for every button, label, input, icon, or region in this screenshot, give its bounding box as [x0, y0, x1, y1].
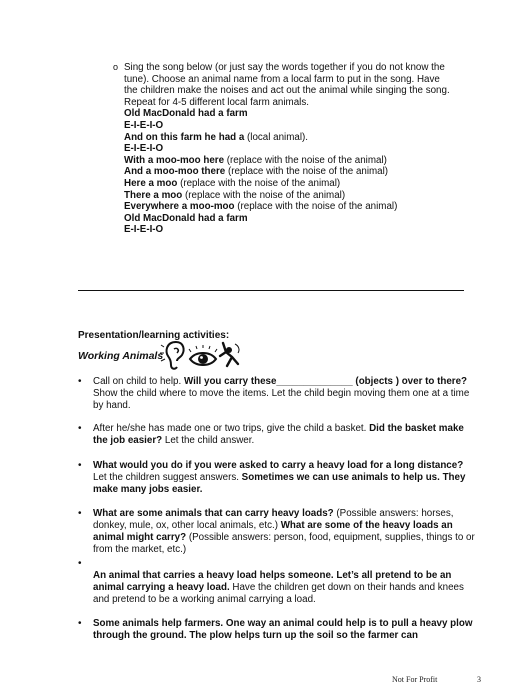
bullet: •: [78, 460, 82, 471]
list-item: • After he/she has made one or two trips, give the child a basket. Did the basket make the job easier? Let the child answer.: [78, 423, 464, 446]
song-block: [113, 62, 454, 236]
song-line: E-I-E-I-O: [124, 224, 164, 236]
bullet: •: [78, 508, 82, 519]
ear-icon: [160, 342, 184, 369]
list-item: An animal that carries a heavy load helps someone. Let’s all pretend to be an animal carrying a heavy load. Have the children get down on their hands and knees and pretend to be a working animal carrying a load.: [93, 570, 464, 605]
footer-label: Not For Profit: [392, 675, 438, 684]
bullet: •: [78, 558, 82, 569]
person-movement-icon: [220, 343, 239, 366]
song-intro: Sing the song below (or just say the words together if you do not know the tune). Choose an animal name from a local farm to put in the song. Have the children make the noises and act out the animal while singing the song. Repeat for 4-5 different local farm animals.: [124, 62, 450, 108]
list-item: • Call on child to help. Will you carry these______________ (objects ) over to there? Show the child where to move the items. Let the child begin moving them one at a time by hand.: [78, 376, 470, 411]
song-line: With a moo-moo here (replace with the noise of the animal): [124, 154, 387, 166]
eye-icon: [189, 345, 217, 365]
song-line: E-I-E-I-O: [124, 119, 164, 131]
song-line: And on this farm he had a (local animal).: [124, 131, 308, 143]
bullet: •: [78, 376, 82, 387]
song-line: Old MacDonald had a farm: [124, 212, 248, 224]
subsection-heading: Working Animals: [78, 350, 164, 362]
list-item: • What would you do if you were asked to carry a heavy load for a long distance? Let the children suggest answers. Sometimes we can use animals to help us. They make many jobs easier.: [78, 460, 466, 495]
section-heading: Presentation/learning activities:: [78, 330, 230, 341]
song-line: E-I-E-I-O: [124, 143, 164, 155]
page-number: 3: [477, 675, 481, 684]
song-line: Here a moo (replace with the noise of the animal): [124, 177, 341, 189]
song-line: Old MacDonald had a farm: [124, 108, 248, 120]
horizontal-divider: [78, 290, 464, 291]
list-item: [78, 558, 478, 570]
song-bullet: o: [113, 62, 119, 72]
learning-style-icons: [160, 338, 248, 372]
song-line: There a moo (replace with the noise of the animal): [124, 189, 346, 201]
bullet: •: [78, 618, 82, 629]
list-item: • What are some animals that can carry heavy loads? (Possible answers: horses, donkey, mule, ox, other local animals, etc.) What are some of the heavy loads an animal might carry? (Possible answers: person, food, equipment, supplies, things to or from the market, etc.): [78, 508, 475, 555]
song-line: Everywhere a moo-moo (replace with the noise of the animal): [124, 201, 398, 213]
song-line: And a moo-moo there (replace with the noise of the animal): [124, 166, 389, 178]
bullet: •: [78, 423, 82, 434]
list-item: • Some animals help farmers. One way an animal could help is to pull a heavy plow through the ground. The plow helps turn up the soil so the farmer can: [78, 618, 473, 641]
activity-list: [78, 376, 478, 642]
